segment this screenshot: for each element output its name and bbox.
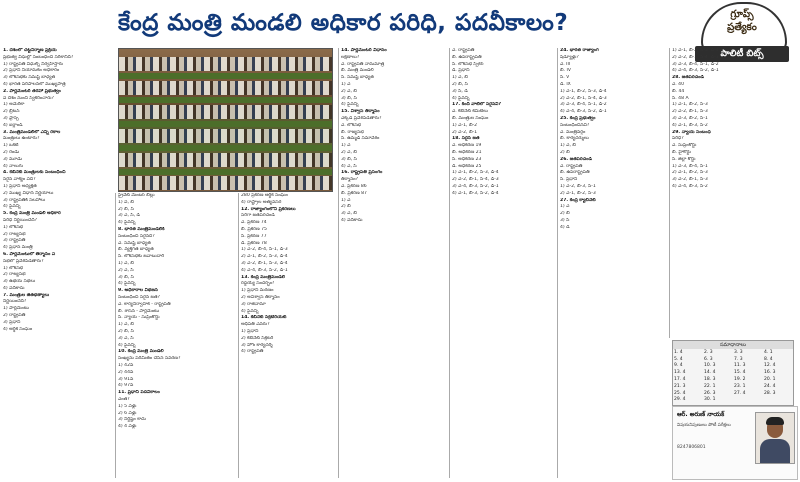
question-line: సి. అధికరణ 23 [452, 156, 482, 162]
question-line: 4) ఎ-4, బి-3, సి-2, డి-1 [672, 68, 719, 74]
question-line: 2) రెండు [3, 149, 20, 155]
question-line: 29. న్యాయ సంబంధ [672, 129, 711, 135]
question-line: 4) ఐర్లాండ్ [3, 122, 23, 128]
answer-cell: 22. 1 [704, 383, 716, 389]
question-line: ప్రభుత్వ విధుల్లో సంబంధించి సరికానిది? [3, 54, 74, 60]
avatar-body [760, 439, 790, 464]
question-line: 2) ఎ-2, బి-1, సి-4, డి-3 [452, 177, 499, 183]
answer-row [673, 369, 793, 376]
answer-key [672, 340, 794, 406]
question-line: 28. జతపరచండి [672, 75, 704, 81]
question-line: 3) ఎ, బి [341, 211, 357, 217]
question-line: 1) ఎ, బి [118, 322, 134, 328]
question-column [452, 48, 557, 478]
parliament-photo [118, 48, 333, 192]
answer-cell: 28. 3 [764, 390, 776, 396]
question-column [672, 48, 794, 338]
question-line: 2) ఎ-1, బి-2, సి-3 [560, 190, 596, 196]
question-line: 14. కేబినెట్ సెక్రటేరియట్ [241, 315, 287, 321]
question-line: 24. భారత రాజ్యాంగ [560, 48, 599, 53]
answer-cell: 3. 3 [734, 349, 743, 355]
answer-cell [733, 397, 763, 404]
question-line: 9. అధికారాల విభజన [118, 288, 158, 294]
question-line: ఎ. 40 [672, 81, 685, 87]
question-column [241, 193, 339, 478]
question-line: 4) పైవన్నీ [118, 342, 136, 348]
question-line: 1. దేశంలో చట్టనిర్మాణ ప్రక్రియ [3, 48, 57, 53]
column-divider [238, 193, 239, 478]
question-line: 27. కేంద్ర క్యాబినెట్ [560, 197, 596, 203]
photo-bench [119, 73, 332, 79]
question-line: 2) బి [341, 204, 351, 210]
question-line: 4) ఎ-1, బి-3, సి-2, డి-4 [452, 190, 499, 196]
question-line: ప్రైవేట్ మెంబర్ బిల్లు [118, 193, 155, 198]
question-line: మంత్రులు ఉంటారు? [3, 136, 40, 142]
question-line: ఎ. రాష్ట్రపతి [560, 163, 583, 169]
badge-label [703, 8, 781, 34]
photo-row [119, 57, 332, 71]
question-line: 4) 4 ఏళ్లు [118, 424, 137, 430]
question-line: 2) అవిశ్వాస తీర్మానం [241, 294, 280, 300]
column-divider [449, 48, 450, 478]
question-line: 1) ఎ, బి [118, 260, 134, 266]
question-line: 4) రాష్ట్రాల అత్యవసర [241, 199, 282, 205]
question-line: బి. IV [560, 68, 571, 74]
question-line: 3) ఉభయ సభలు [3, 279, 36, 285]
question-line: 3) ప్రధాని [3, 319, 21, 325]
question-column [341, 48, 449, 478]
answer-row [673, 397, 793, 404]
question-line: లక్షణాలు? [341, 54, 360, 60]
question-line: 2) రాజ్యసభ [3, 231, 26, 237]
question-line: సంబంధించి సరైనది? [118, 233, 155, 239]
question-line: 3) బి, సి [341, 95, 357, 101]
question-line: 4) నాలుగు [3, 163, 24, 169]
question-line: పరిధి? [672, 136, 684, 142]
answer-key-title: సమాధానాలు [673, 341, 793, 349]
author-name: ఆర్. అరుణ్ నాయక్ [677, 411, 725, 418]
answer-cell: 20. 1 [764, 377, 776, 383]
question-line: సి. ప్రకరణ 77 [241, 233, 267, 239]
question-line: బి. ప్రకరణ 87 [341, 190, 367, 196]
question-line: నిర్ణయించేది? [3, 299, 27, 305]
question-line: 1) ఎ [341, 197, 351, 203]
question-line: 3) రాష్ట్రపతి [3, 238, 26, 244]
photo-row [119, 176, 332, 190]
question-line: సంబంధించినవి? [560, 122, 590, 128]
question-line: 1) ఎ-1, బి-2, సి-3 [672, 102, 708, 108]
question-line: 1) ప్రధాని మరణం [241, 288, 274, 294]
question-line: 1) లోక్‌సభ [3, 224, 23, 230]
question-line: ఎ. రాష్ట్రపతి [452, 48, 475, 53]
answer-row [673, 376, 793, 383]
question-line: 14. పార్లమెంటరీ విధానం [341, 48, 387, 53]
question-line: బి. శాసన - పార్లమెంటు [118, 308, 160, 314]
answer-cell: 29. 4 [674, 397, 686, 403]
author-box [672, 406, 798, 480]
question-line: 4. కేబినెట్ మంత్రులకు సంబంధించి [3, 170, 66, 176]
question-line: 4) ఎ-1, బి-3, సి-2 [672, 122, 708, 128]
question-column [118, 193, 238, 478]
avatar-hair [766, 417, 784, 425]
question-line: 3. మంత్రిమండలిలో ఎన్ని రకాల [3, 129, 61, 135]
question-line: అధిపతి ఎవరు? [241, 322, 270, 328]
question-line: 16. రాష్ట్రపతి ప్రసంగం [341, 170, 383, 176]
question-line: 4) పైవన్నీ [341, 102, 359, 108]
answer-table [673, 349, 793, 403]
answer-cell: 2. 3 [704, 349, 713, 355]
question-line: 7. మంత్రుల జీతభత్యాలు [3, 292, 50, 298]
photo-bench [119, 121, 332, 127]
question-line: 18. సరైన జత [452, 136, 480, 142]
question-line: 1) ఎ-3, బి-4, సి-1 [672, 163, 708, 169]
question-line: 1) ప్రధాని అధ్యక్షత [3, 183, 37, 189]
photo-row [119, 81, 332, 95]
question-line: 1) ఒకటి [3, 143, 19, 149]
question-line: 2) బి, సి [452, 81, 468, 87]
question-line: 1) ఎ-2, బి-3, సి-1 [560, 183, 596, 189]
answer-row [673, 349, 793, 356]
answer-row [673, 363, 793, 370]
column-divider [115, 193, 116, 478]
question-line: 25. కేంద్ర ప్రభుత్వం [560, 115, 596, 121]
badge-line-1: గ్రూప్స్ [730, 9, 754, 20]
question-line: సరిగా జతపరచండి [241, 213, 275, 219]
answer-cell: 8. 4 [764, 356, 773, 362]
question-line: 4) పైవన్నీ [241, 308, 259, 314]
badge-subject: పాలిటీ బిట్స్ [695, 46, 789, 62]
question-line: 6. పార్లమెంటులో తీర్మానం ఏ [3, 251, 56, 257]
question-line: 1) ప్రధాని [241, 328, 259, 334]
question-line: సంబంధించి సరైన జత? [118, 294, 160, 300]
answer-cell: 7. 3 [734, 356, 743, 362]
question-line: 2) 44వ [118, 369, 134, 375]
question-line: పరిధి నిర్ణయించేది? [3, 217, 38, 223]
question-line: 1) ఎ-2, బి-4, సి-1, డి-3 [241, 247, 288, 253]
question-line: 3) లోక్‌సభకు సమష్టి బాధ్యత [3, 75, 56, 81]
question-line: 2) ముఖ్య విధాన నిర్ణయాలు [3, 190, 54, 196]
question-line: 3) ఎ-2, బి-1, సి-3, డి-4 [241, 260, 288, 266]
answer-cell: 14. 4 [704, 370, 716, 376]
question-line: 2) ఎ-1, బి-2, సి-3 [672, 170, 708, 176]
question-line: 280 ప్రకరణ ఆర్థిక సంఘం [241, 193, 288, 198]
answer-cell: 13. 4 [674, 370, 686, 376]
answer-cell [763, 397, 793, 404]
answer-cell: 6. 3 [704, 356, 713, 362]
question-line: సి. జిల్లా కోర్టు [672, 156, 696, 162]
question-line: బి. వ్యక్తిగత బాధ్యత [118, 247, 154, 253]
question-line: 26. జతపరచండి [560, 156, 592, 162]
answer-cell: 30. 1 [704, 397, 716, 403]
avatar [755, 412, 795, 464]
question-line: సి. ఉమ్మడి సమావేశం [341, 136, 380, 142]
photo-bench [119, 169, 332, 175]
photo-bench [119, 145, 332, 151]
question-line: 3) ఎ-4, బి-3, సి-2, డి-1 [452, 183, 499, 189]
question-line: 4) పైవన్నీ [3, 204, 21, 210]
question-line: 5. కేంద్ర మంత్రి మండలి అధికార [3, 211, 61, 217]
question-line: 3) ఎ-3, బి-4, సి-1, డి-2 [560, 102, 607, 108]
question-line: 3) రాష్ట్రపతికి సలహాలు [3, 197, 46, 203]
question-line: 1) ఎ, బి [560, 143, 576, 149]
question-line: 1) ఎ-1, బి-2, సి-3, డి-4 [672, 48, 719, 53]
question-line: డి. అధికరణ 25 [452, 163, 482, 169]
question-column [560, 48, 668, 478]
question-line: ఎ. లోక్‌సభ [341, 122, 362, 128]
question-line: సి. న్యాయ - సుప్రీంకోర్టు [118, 315, 160, 321]
question-line: సి. V [560, 75, 570, 81]
answer-cell: 25. 4 [674, 390, 686, 396]
question-line: డి. ప్రకరణ 78 [241, 240, 267, 246]
answer-cell: 19. 2 [734, 377, 746, 383]
question-line: ఎంత? [118, 396, 130, 402]
answer-cell: 26. 3 [704, 390, 716, 396]
question-line: 2) ఎ, బి [341, 149, 357, 155]
question-column [3, 48, 115, 478]
question-line: ఎ. మంత్రివర్గం [560, 129, 586, 135]
question-line: 1) ఎ-1, బి-2 [452, 122, 478, 128]
badge-line-2: ప్రత్యేకం [727, 22, 757, 33]
question-line: షెడ్యూళ్లు? [560, 54, 579, 60]
question-line: బి. మంత్రి మండలి [341, 68, 374, 74]
question-line: 3) నిర్దిష్టం కాదు [118, 417, 147, 423]
question-line: 2) ఎ-2, బి-1 [452, 129, 478, 135]
question-line: 4) పైవన్నీ [118, 220, 136, 226]
question-line: 1) అమెరికా [3, 102, 25, 108]
question-line: 4) ఏదీకాదు [3, 285, 25, 291]
question-line: బి. కార్యదర్శులు [560, 136, 589, 142]
question-line: డి. ప్రధాని [452, 68, 470, 74]
question-line: 11. ప్రధాని పదవీకాలం [118, 390, 160, 396]
column-divider [557, 48, 558, 478]
question-line: 1) 5 ఏళ్లు [118, 403, 137, 409]
question-line: ఎ. అధికరణ 19 [452, 143, 482, 149]
question-line: 2) బి [560, 149, 570, 155]
question-line: ఎ. ప్రకరణ 86 [341, 183, 367, 189]
question-line: 3) ఎ-3, బి-4, సి-1, డి-2 [672, 61, 719, 67]
answer-cell: 10. 3 [704, 363, 716, 369]
question-line: రద్దయ్యే సందర్భం? [241, 281, 275, 287]
question-line: 3) ఫ్రాన్స్ [3, 115, 19, 121]
answer-row [673, 390, 793, 397]
question-line: 4) ఎ, సి [341, 163, 357, 169]
question-line: 3) మూడు [3, 156, 23, 162]
question-line: 3) బి, సి [118, 274, 134, 280]
question-line: 4) పైవన్నీ [118, 281, 136, 287]
answer-cell: 11. 3 [734, 363, 746, 369]
question-line: ఎ. కేబినెట్ కమిటీలు [452, 109, 489, 115]
question-line: 12. రాజ్యాంగంలోని ప్రకరణలు [241, 206, 296, 212]
question-line: ఎక్కడ ప్రవేశపెడతారు? [341, 115, 382, 121]
answer-cell: 9. 4 [674, 363, 683, 369]
answer-row [673, 383, 793, 390]
question-line: సి. లోక్‌సభకు జవాబుదారీ [118, 254, 165, 260]
question-line: బి. మంత్రుల సంఘం [452, 115, 489, 121]
question-line: 17. కింది వాటిలో సరైనవి? [452, 102, 502, 108]
page-title: కేంద్ర మంత్రి మండలి అధికార పరిధి, పదవీకాలం? [118, 10, 569, 36]
question-line: 3) 91వ [118, 376, 134, 382]
question-line: సి. లోక్‌సభ స్పీకర్ [452, 61, 484, 67]
question-line: 2) కేబినెట్ సెక్రటరీ [241, 335, 274, 341]
question-line: 4) ఏదీకాదు [341, 217, 363, 223]
question-line: సి. ప్రధాని [560, 177, 578, 183]
question-line: సి. 48 A [672, 95, 689, 101]
question-line: బి. ప్రకరణ 75 [241, 226, 267, 232]
question-line: 10. కేంద్ర మంత్రి మండలి [118, 349, 164, 355]
question-line: ఎ. సమష్టి బాధ్యత [118, 240, 151, 246]
question-line: ఎ. ప్రకరణ 74 [241, 220, 267, 226]
question-line: ఎ. III [560, 61, 571, 67]
question-line: 3) ఎ-3, బి-2, సి-1 [672, 115, 708, 121]
question-line: 2) ఎ-2, బి-1, సి-3 [672, 109, 708, 115]
question-line: 1) ఎ, బి [452, 75, 468, 81]
answer-cell: 18. 3 [704, 377, 716, 383]
answer-cell: 15. 4 [734, 370, 746, 376]
question-line: బి. అధికరణ 21 [452, 149, 482, 155]
question-line: 4) భారత పరిపాలనలో ముఖ్యపాత్ర [3, 81, 66, 87]
question-line: బి. ఉపరాష్ట్రపతి [560, 170, 590, 176]
question-line: 3) సి, డి [452, 88, 468, 94]
question-line: బి. 44 [672, 88, 685, 94]
question-line: 3) ఎ-2, బి-1, సి-3 [672, 177, 708, 183]
author-role: విషయనిపుణులు పోటీ పరీక్షలు [677, 423, 731, 428]
question-line: 1) ఎ-1, బి-2, సి-3, డి-4 [560, 88, 607, 94]
question-line: 2) బ్రిటన్ [3, 109, 20, 115]
photo-row [119, 105, 332, 119]
question-line: 13. కేంద్ర మంత్రిమండలి [241, 274, 286, 280]
answer-cell: 24. 4 [764, 383, 776, 389]
photo-row [119, 153, 332, 167]
question-line: 2) రాష్ట్రపతి [3, 313, 26, 319]
question-line: 4) రాష్ట్రపతి [241, 349, 264, 355]
column-divider [669, 48, 670, 338]
question-line: 1) ఎ [341, 143, 351, 149]
question-line: 1) ఎ-1, బి-2, సి-3, డి-4 [452, 170, 499, 176]
question-line: సరైన వాక్యం ఏది? [3, 177, 36, 183]
answer-cell: 23. 1 [734, 383, 746, 389]
answer-cell: 1. 4 [674, 349, 683, 355]
answer-cell: 16. 3 [764, 370, 776, 376]
question-line: 4) ప్రధాన మంత్రి [3, 245, 33, 251]
question-line: 2) బి, సి [118, 206, 134, 212]
question-line: 4) ఎ-4, బి-3, సి-2, డి-1 [560, 109, 607, 115]
author-phone: 8247806801 [677, 445, 706, 450]
question-line: సభలో ప్రవేశపెడతారు? [3, 258, 44, 264]
question-line: 1) పార్లమెంటు [3, 306, 29, 312]
question-line: 2) ఎ-1, బి-2, సి-3, డి-4 [241, 254, 288, 260]
answer-cell: 4. 1 [764, 349, 773, 355]
answer-row [673, 356, 793, 363]
question-line: ఏ దేశం నుంచి స్వీకరించారు? [3, 95, 54, 101]
question-line: 8. భారత మంత్రిమండలికి [118, 226, 165, 232]
answer-cell: 12. 4 [764, 363, 776, 369]
question-line: ఎ. రాష్ట్రపతి నామమాత్ర [341, 61, 385, 67]
question-line: 2) 6 ఏళ్లు [118, 410, 137, 416]
question-line: 3) సి [560, 217, 570, 223]
question-line: బి. ఉపరాష్ట్రపతి [452, 54, 482, 60]
question-line: 4) ఎ-4, బి-3, సి-2, డి-1 [241, 267, 288, 273]
question-line: 4) 97వ [118, 383, 134, 389]
question-line: 15. విశ్వాస తీర్మానం [341, 109, 380, 115]
question-line: 3) ఎ, సి, డి [118, 213, 140, 219]
question-line: 1) 42వ [118, 362, 134, 368]
question-line: 2) ఎ-2, బి-1, సి-4, డి-3 [672, 54, 719, 60]
question-line: డి. IX [560, 81, 571, 87]
question-line: 3) హోం కార్యదర్శి [241, 342, 273, 348]
question-line: 4) ఎ-4, బి-3, సి-2 [672, 183, 708, 189]
answer-cell: 27. 4 [734, 390, 746, 396]
question-line: సి. సమష్టి బాధ్యత [341, 75, 374, 81]
question-line: బి. రాజ్యసభ [341, 129, 364, 135]
question-line: 2) బి, సి [118, 328, 134, 334]
question-line: 2) ఎ, సి [118, 267, 134, 273]
question-line: సంఖ్యను పరిమితం చేసిన సవరణ? [118, 356, 181, 362]
photo-bench [119, 97, 332, 103]
question-line: 4) పైవన్నీ [452, 95, 470, 101]
answer-cell: 17. 4 [674, 377, 686, 383]
question-line: 2) బి [560, 211, 570, 217]
question-line: 1) రాష్ట్రపతి విధుల్ని నిర్వహిస్తారు [3, 61, 64, 67]
answer-cell: 21. 3 [674, 383, 686, 389]
question-line: 2) ఎ-2, బి-1, సి-4, డి-3 [560, 95, 607, 101]
question-line: 3) ఎ, సి [118, 335, 134, 341]
question-line: 1) ఏ, బి [118, 199, 134, 205]
photo-row [119, 129, 332, 143]
question-line: 1) ఎ [560, 204, 570, 210]
column-divider [338, 48, 339, 478]
question-line: 2. పార్లమెంటరీ తరహా ప్రభుత్వం [3, 88, 61, 94]
question-line: 2) ఎ, బి [341, 88, 357, 94]
question-line: 3) రాజీనామా [241, 301, 266, 307]
question-line: బి. హైకోర్టు [672, 149, 691, 155]
question-line: ఎ. కార్యనిర్వాహక - రాష్ట్రపతి [118, 301, 171, 307]
question-line: 3) బి, సి [341, 156, 357, 162]
question-line: తీర్మానం? [341, 177, 359, 183]
question-line: 4) డి [560, 224, 570, 230]
question-line: 1) ఎ [341, 81, 351, 87]
answer-cell: 5. 4 [674, 356, 683, 362]
question-line: 2) రాజ్యసభ [3, 272, 26, 278]
question-line: 2) ప్రధాని నియామకం అధికారం [3, 68, 60, 74]
question-line: 4) ఆర్థిక సంఘం [3, 326, 33, 332]
question-line: 1) లోక్‌సభ [3, 265, 23, 271]
question-line: ఎ. సుప్రీంకోర్టు [672, 143, 697, 149]
